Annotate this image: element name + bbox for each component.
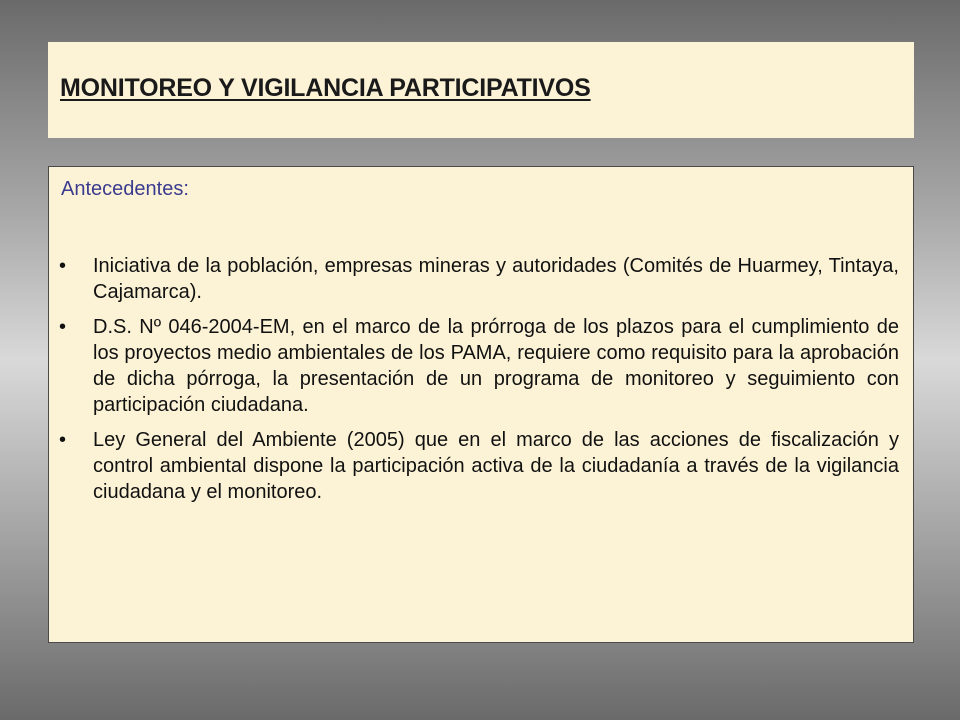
section-subheading: Antecedentes: — [61, 178, 189, 200]
bullet-text: Iniciativa de la población, empresas mineras y autoridades (Comités de Huarmey, Tintaya, Cajamarca). — [93, 255, 899, 303]
slide-title: MONITOREO Y VIGILANCIA PARTICIPATIVOS — [60, 74, 591, 102]
bullet-item — [59, 253, 899, 305]
bullet-list — [59, 253, 899, 514]
bullet-text: Ley General del Ambiente (2005) que en el marco de las acciones de fiscalización y control ambiental dispone la participación activa de la ciudadanía a través de la vigilancia ciudadana y el monitoreo. — [93, 429, 899, 503]
title-panel — [48, 42, 914, 138]
bullet-text: D.S. Nº 046-2004-EM, en el marco de la prórroga de los plazos para el cumplimiento de los proyectos medio ambientales de los PAMA, requiere como requisito para la aprobación de dicha pórroga, la presentación de un programa de monitoreo y seguimiento con participación ciudadana. — [93, 316, 899, 416]
bullet-icon: • — [59, 255, 67, 277]
bullet-icon: • — [59, 429, 67, 451]
bullet-item — [59, 427, 899, 505]
bullet-item — [59, 314, 899, 418]
content-panel — [48, 166, 914, 643]
bullet-icon: • — [59, 316, 67, 338]
